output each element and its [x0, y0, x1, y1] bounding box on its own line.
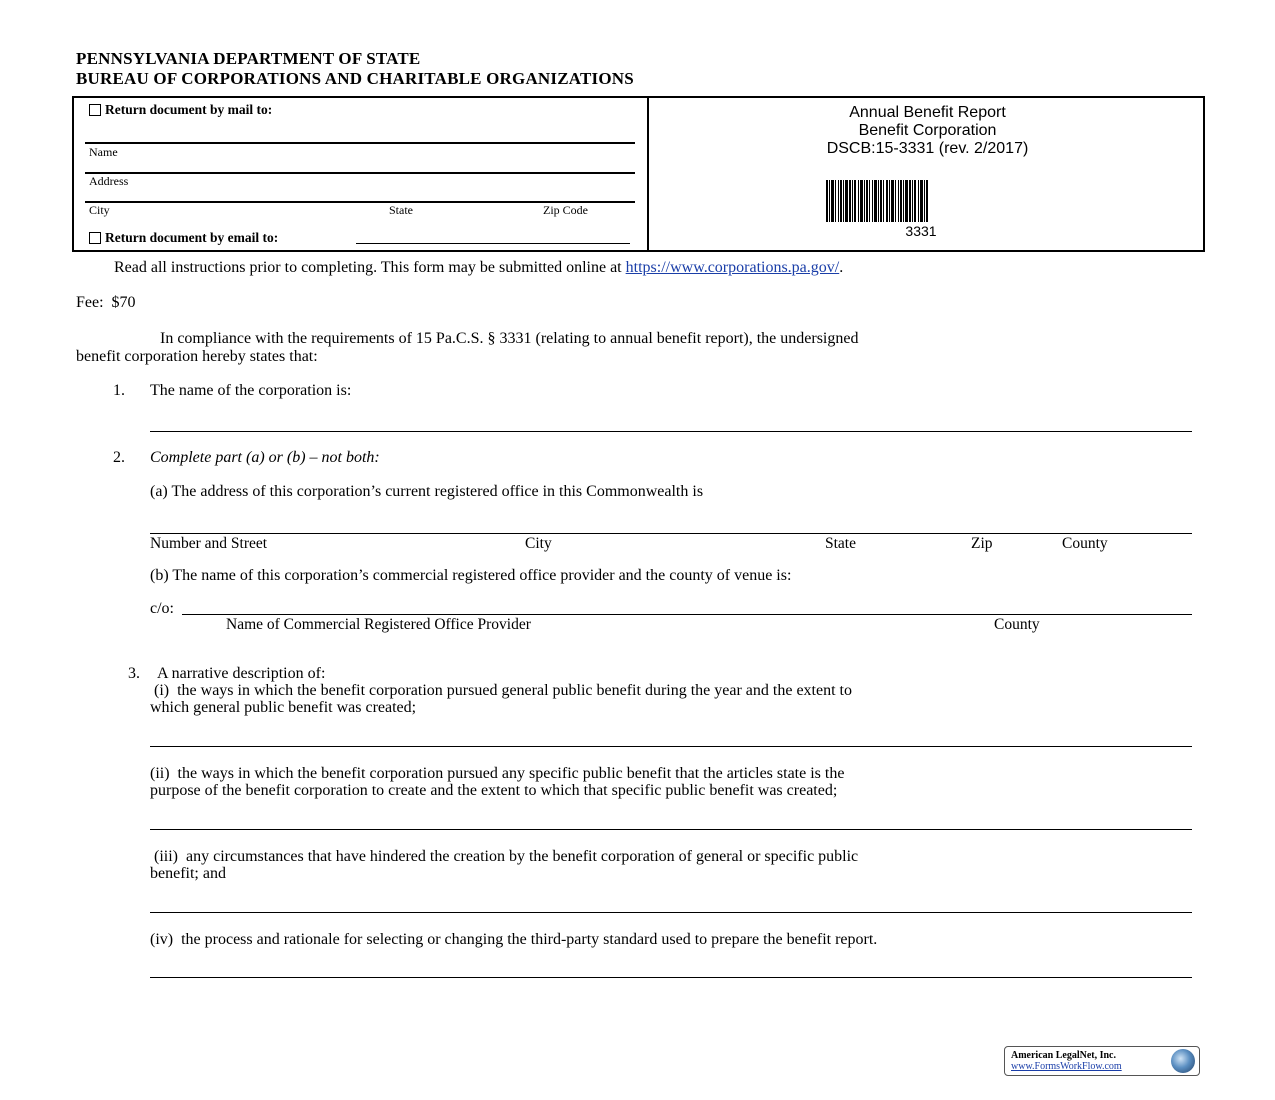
barcode-bar — [926, 180, 928, 222]
barcode-bar — [912, 180, 913, 222]
barcode-bar — [900, 180, 902, 222]
barcode-bar — [864, 180, 865, 222]
instructions-text: Read all instructions prior to completing. This form may be submitted online at — [114, 259, 622, 276]
item3-ii-line2: purpose of the benefit corporation to create and the extent to which that specific public benefit was created; — [150, 782, 838, 799]
registered-office-line[interactable] — [150, 533, 1192, 534]
item2b-text: (b) The name of this corporation’s commercial registered office provider and the county of venue is: — [150, 567, 792, 584]
legalnet-badge[interactable] — [1004, 1046, 1200, 1076]
agency-title: PENNSYLVANIA DEPARTMENT OF STATE — [76, 49, 421, 68]
barcode-bar — [880, 180, 882, 222]
barcode-bar — [845, 180, 848, 222]
narrative-ii-line[interactable] — [150, 829, 1192, 830]
barcode-bar — [835, 180, 836, 222]
barcode-bar — [883, 180, 884, 222]
barcode-bar — [895, 180, 896, 222]
barcode-bar — [852, 180, 853, 222]
barcode-bar — [843, 180, 844, 222]
item1-text: The name of the corporation is: — [150, 382, 352, 399]
narrative-iii-line[interactable] — [150, 912, 1192, 913]
item3-iv-line1: (iv) the process and rationale for selecting or changing the third-party standard used to prepare the benefit report. — [150, 931, 878, 948]
zip-field-label: Zip — [971, 535, 993, 552]
venue-county-label: County — [994, 616, 1040, 633]
instructions — [114, 259, 843, 277]
address-line[interactable] — [85, 172, 635, 174]
barcode-number: 3331 — [905, 223, 937, 239]
barcode-bar — [889, 180, 890, 222]
barcode-bar — [858, 180, 859, 222]
narrative-i-line[interactable] — [150, 746, 1192, 747]
co-prefix: c/o: — [150, 600, 174, 617]
barcode-bar — [829, 180, 830, 222]
city-field-label: City — [525, 535, 552, 552]
office-provider-line[interactable] — [182, 614, 1192, 615]
email-line[interactable] — [356, 243, 630, 244]
barcode-bar — [869, 180, 870, 222]
barcode-bar — [924, 180, 925, 222]
barcode-bar — [898, 180, 899, 222]
compliance-line1: In compliance with the requirements of 15 Pa.C.S. § 3331 (relating to annual benefit report), the undersigned — [160, 330, 859, 347]
name-line[interactable] — [85, 142, 635, 144]
online-filing-link[interactable]: https://www.corporations.pa.gov/ — [625, 259, 840, 276]
form-code: DSCB:15-3331 (rev. 2/2017) — [826, 140, 1029, 157]
form-id-block — [650, 104, 1205, 158]
fee: Fee: $70 — [76, 294, 136, 311]
header-box-divider — [647, 96, 649, 252]
narrative-iv-line[interactable] — [150, 977, 1192, 978]
barcode-bar — [866, 180, 868, 222]
name-label: Name — [89, 145, 118, 159]
form-title: Annual Benefit Report — [849, 104, 1006, 121]
item2-number: 2. — [113, 449, 125, 466]
instructions-period: . — [839, 259, 844, 276]
item3-iii-line1: (iii) any circumstances that have hindered the creation by the benefit corporation of general or specific public — [150, 848, 859, 865]
corporation-name-line[interactable] — [150, 431, 1192, 432]
item1-number: 1. — [113, 382, 125, 399]
mail-return-option[interactable] — [89, 102, 272, 118]
mail-return-label: Return document by mail to: — [105, 102, 273, 117]
email-return-option[interactable] — [89, 230, 278, 246]
state-label: State — [389, 203, 413, 217]
item3-iii-line2: benefit; and — [150, 865, 226, 882]
item2-text: Complete part (a) or (b) – not both: — [150, 449, 380, 466]
form-subtitle: Benefit Corporation — [858, 122, 997, 139]
item3-ii-line1: (ii) the ways in which the benefit corporation pursued any specific public benefit that the articles state is the — [150, 765, 845, 782]
city-label: City — [89, 203, 110, 217]
barcode-bar — [831, 180, 834, 222]
barcode-bar — [920, 180, 923, 222]
zip-label: Zip Code — [543, 203, 588, 217]
legalnet-url[interactable]: www.FormsWorkFlow.com — [1011, 1061, 1122, 1072]
barcode-bar — [905, 180, 908, 222]
barcode-bar — [914, 180, 916, 222]
barcode-bar — [849, 180, 851, 222]
barcode-image — [826, 180, 1016, 222]
item3-i-line1: (i) the ways in which the benefit corporation pursued general public benefit during the year and the extent to — [150, 682, 852, 699]
barcode-bar — [903, 180, 904, 222]
email-checkbox[interactable] — [89, 232, 101, 244]
item3-intro: A narrative description of: — [157, 665, 326, 682]
mail-checkbox[interactable] — [89, 104, 101, 116]
barcode-bar — [909, 180, 911, 222]
compliance-line2: benefit corporation hereby states that: — [76, 348, 318, 365]
barcode-bar — [874, 180, 877, 222]
barcode-bar — [872, 180, 873, 222]
barcode-bar — [840, 180, 842, 222]
legalnet-company: American LegalNet, Inc. — [1011, 1050, 1116, 1061]
item3-number: 3. — [128, 665, 140, 682]
state-field-label: State — [825, 535, 856, 552]
street-label: Number and Street — [150, 535, 268, 552]
barcode-bar — [826, 180, 828, 222]
barcode-bar — [886, 180, 888, 222]
barcode-bar — [918, 180, 919, 222]
barcode-bar — [878, 180, 879, 222]
bureau-title: BUREAU OF CORPORATIONS AND CHARITABLE ORGANIZATIONS — [76, 69, 634, 88]
globe-icon — [1171, 1049, 1195, 1073]
email-return-label: Return document by email to: — [105, 230, 279, 245]
item3-i-line2: which general public benefit was created; — [150, 699, 417, 716]
provider-label: Name of Commercial Registered Office Provider — [226, 616, 531, 633]
address-label: Address — [89, 174, 129, 188]
barcode-bar — [891, 180, 894, 222]
county-field-label: County — [1062, 535, 1108, 552]
barcode-bar — [854, 180, 856, 222]
barcode-bar — [860, 180, 863, 222]
barcode-bar — [838, 180, 839, 222]
item2a-text: (a) The address of this corporation’s current registered office in this Commonwealth is — [150, 483, 704, 500]
